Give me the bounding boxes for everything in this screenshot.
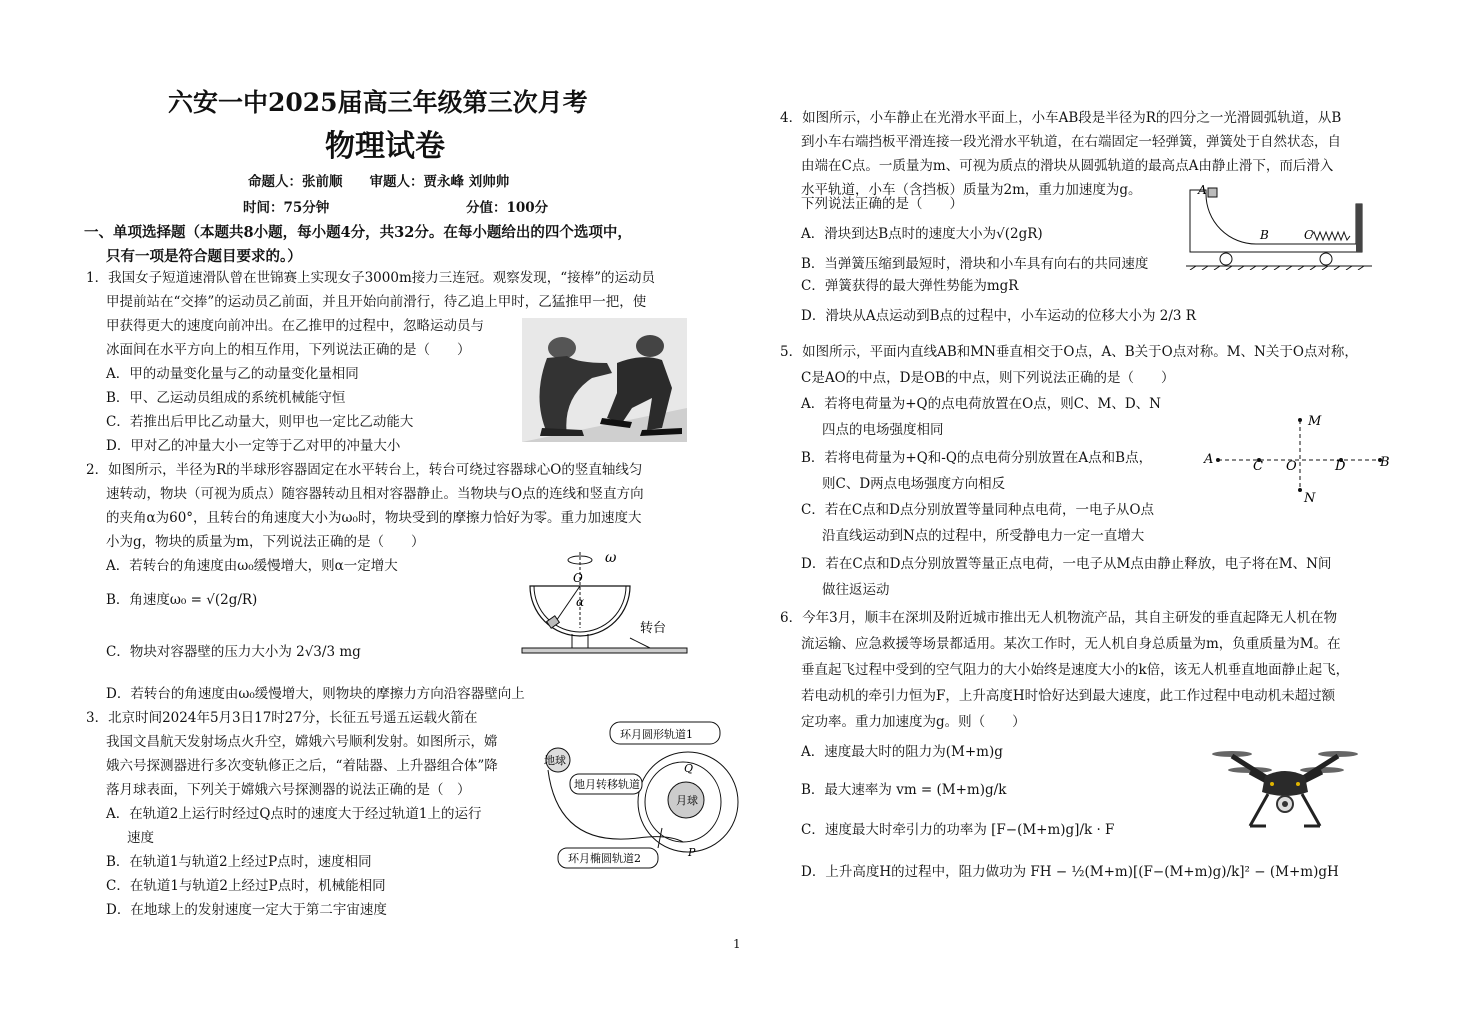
- authors-line: 命题人：张前顺 审题人：贾永峰 刘帅帅: [248, 174, 510, 190]
- time-label: 时间：75分钟: [243, 200, 330, 216]
- q5-option-d-cont: 做往返运动: [822, 582, 890, 598]
- alpha-label: α: [576, 595, 585, 609]
- q1-option-d: D．甲对乙的冲量大小一定等于乙对甲的冲量大小: [106, 438, 401, 454]
- skaters-photo: [522, 318, 687, 442]
- q5-option-a: A．若将电荷量为+Q的点电荷放置在O点，则C、M、D、N: [801, 396, 1161, 412]
- q3-line-4: 落月球表面，下列关于嫦娥六号探测器的说法正确的是（ ）: [106, 782, 471, 798]
- bowl-turntable-diagram: [520, 548, 690, 658]
- q4-option-a: A．滑块到达B点时的速度大小为√(2gR): [801, 226, 1043, 242]
- q6-line-1: 6．今年3月，顺丰在深圳及附近城市推出无人机物流产品，其自主研发的垂直起降无人机在物: [780, 610, 1338, 626]
- q-point-label: Q: [684, 762, 694, 775]
- page-subtitle: 物理试卷: [325, 129, 445, 164]
- point-b-label: B: [1380, 455, 1390, 470]
- q1-option-a: A．甲的动量变化量与乙的动量变化量相同: [106, 366, 359, 382]
- q2-option-c: C．物块对容器壁的压力大小为 2√3/3 mg: [106, 644, 361, 660]
- q3-option-b: B．在轨道1与轨道2上经过P点时，速度相同: [106, 854, 372, 870]
- moon-label: 月球: [676, 794, 698, 807]
- q3-line-2: 我国文昌航天发射场点火升空，嫦娥六号顺利发射。如图所示，嫦: [106, 734, 498, 750]
- point-d-label: D: [1335, 459, 1346, 474]
- q1-option-b: B．甲、乙运动员组成的系统机械能守恒: [106, 390, 346, 406]
- q1-option-c: C．若推出后甲比乙动量大，则甲也一定比乙动能大: [106, 414, 414, 430]
- q6-option-b: B．最大速率为 vm = (M+m)g/k: [801, 782, 1007, 798]
- q4-line-1: 4．如图所示，小车静止在光滑水平面上，小车AB段是半径为R的四分之一光滑圆弧轨道，从B: [780, 110, 1342, 126]
- q2-line-1: 2．如图所示，半径为R的半球形容器固定在水平转台上，转台可绕过容器球心O的竖直轴线匀: [86, 462, 643, 478]
- q2-line-3: 的夹角α为60°，且转台的角速度大小为ω₀时，物块受到的摩擦力恰好为零。重力加速度大: [106, 510, 642, 526]
- q2-option-a: A．若转台的角速度由ω₀缓慢增大，则α一定增大: [106, 558, 398, 574]
- q6-option-a: A．速度最大时的阻力为(M+m)g: [801, 744, 1003, 760]
- turntable-label: 转台: [640, 621, 667, 636]
- point-c-label: C: [1253, 459, 1263, 474]
- orbit1-label: 环月圆形轨道1: [620, 728, 693, 741]
- page-title: 六安一中2025届高三年级第三次月考: [168, 88, 588, 117]
- point-a-label: A: [1204, 452, 1214, 467]
- drone-photo: [1210, 740, 1360, 832]
- q6-line-5: 定功率。重力加速度为g。则（ ）: [801, 714, 1026, 730]
- q4-line-4: 水平轨道，小车（含挡板）质量为2m，重力加速度为g。: [801, 182, 1142, 198]
- q6-option-c: C．速度最大时牵引力的功率为 [F−(M+m)g]/k · F: [801, 822, 1115, 838]
- lunar-orbit-diagram: [538, 718, 748, 874]
- q2-line-2: 速转动，物块（可视为质点）随容器转动且相对容器静止。当物块与O点的连线和竖直方向: [106, 486, 644, 502]
- q6-line-3: 垂直起飞过程中受到的空气阻力的大小始终是速度大小的k倍，该无人机垂直地面静止起飞，: [801, 662, 1350, 678]
- section-heading: 一、单项选择题（本题共8小题，每小题4分，共32分。在每小题给出的四个选项中，: [84, 224, 632, 241]
- cart-spring-diagram: [1186, 182, 1372, 270]
- earth-label: 地球: [544, 754, 566, 767]
- q5-option-c: C．若在C点和D点分别放置等量同种点电荷，一电子从O点: [801, 502, 1155, 518]
- q1-line-3: 甲获得更大的速度向前冲出。在乙推甲的过程中，忽略运动员与: [106, 318, 484, 334]
- point-m-label: M: [1308, 414, 1322, 429]
- q6-line-2: 流运输、应急救援等场景都适用。某次工作时，无人机自身总质量为m，负重质量为M。在: [801, 636, 1341, 652]
- q1-line-1: 1．我国女子短道速滑队曾在世锦赛上实现女子3000m接力三连冠。观察发现，“接棒”的运动员: [86, 270, 656, 286]
- q3-option-a-cont: 速度: [127, 830, 154, 846]
- q3-option-c: C．在轨道1与轨道2上经过P点时，机械能相同: [106, 878, 386, 894]
- q4-line-5: 下列说法正确的是（ ）: [801, 196, 963, 212]
- point-b-label: B: [1260, 228, 1269, 242]
- q1-line-2: 甲提前站在“交捧”的运动员乙前面，并且开始向前滑行，待乙追上甲时，乙猛推甲一把，使: [106, 294, 647, 310]
- q2-line-4: 小为g，物块的质量为m，下列说法正确的是（ ）: [106, 534, 425, 550]
- omega-label: ω: [605, 550, 617, 566]
- q2-option-d: D．若转台的角速度由ω₀缓慢增大，则物块的摩擦力方向沿容器壁向上: [106, 686, 525, 702]
- q5-option-d: D．若在C点和D点分别放置等量正点电荷，一电子从M点由静止释放，电子将在M、N间: [801, 556, 1332, 572]
- q3-option-d: D．在地球上的发射速度一定大于第二宇宙速度: [106, 902, 387, 918]
- score-label: 分值：100分: [466, 200, 549, 216]
- q4-option-d: D．滑块从A点运动到B点的过程中，小车运动的位移大小为 2/3 R: [801, 308, 1196, 324]
- transfer-orbit-label: 地月转移轨道: [574, 778, 640, 791]
- q4-line-3: 由端在C点。一质量为m、可视为质点的滑块从圆弧轨道的最高点A由静止滑下，而后滑入: [801, 158, 1334, 174]
- center-o-label: O: [573, 571, 583, 585]
- q5-line-1: 5．如图所示，平面内直线AB和MN垂直相交于O点，A、B关于O点对称。M、N关于O点对称，: [780, 344, 1358, 360]
- q2-option-b: B．角速度ω₀ = √(2g/R): [106, 592, 258, 608]
- point-o-label: O: [1286, 459, 1297, 474]
- q1-line-4: 冰面间在水平方向上的相互作用，下列说法正确的是（ ）: [106, 342, 471, 358]
- q5-option-b: B．若将电荷量为+Q和-Q的点电荷分别放置在A点和B点，: [801, 450, 1153, 466]
- page-number: 1: [733, 937, 741, 951]
- q5-line-2: C是AO的中点，D是OB的中点，则下列说法正确的是（ ）: [801, 370, 1175, 386]
- p-point-label: P: [688, 846, 696, 859]
- q5-option-a-cont: 四点的电场强度相同: [822, 422, 944, 438]
- q4-line-2: 到小车右端挡板平滑连接一段光滑水平轨道，在右端固定一轻弹簧，弹簧处于自然状态，自: [801, 134, 1341, 150]
- q6-line-4: 若电动机的牵引力恒为F，上升高度H时恰好达到最大速度，此工作过程中电动机未超过额: [801, 688, 1336, 704]
- point-c-label: C: [1304, 228, 1314, 242]
- q6-option-d: D．上升高度H的过程中，阻力做功为 FH − ½(M+m)[(F−(M+m)g)/k]² − (M+m)gH: [801, 864, 1339, 880]
- q3-option-a: A．在轨道2上运行时经过Q点时的速度大于经过轨道1上的运行: [106, 806, 482, 822]
- q4-option-b: B．当弹簧压缩到最短时，滑块和小车具有向右的共同速度: [801, 256, 1149, 272]
- q3-line-3: 娥六号探测器进行多次变轨修正之后，“着陆器、上升器组合体”降: [106, 758, 498, 774]
- point-a-label: A: [1198, 183, 1207, 197]
- q3-line-1: 3．北京时间2024年5月3日17时27分，长征五号遥五运载火箭在: [86, 710, 478, 726]
- section-heading-cont: 只有一项是符合题目要求的。）: [106, 248, 302, 265]
- q4-option-c: C．弹簧获得的最大弹性势能为mgR: [801, 278, 1019, 294]
- charge-axes-diagram: [1200, 410, 1395, 505]
- q5-option-c-cont: 沿直线运动到N点的过程中，所受静电力一定一直增大: [822, 528, 1145, 544]
- orbit2-label: 环月椭圆轨道2: [568, 852, 641, 865]
- point-n-label: N: [1304, 491, 1316, 505]
- q5-option-b-cont: 则C、D两点电场强度方向相反: [822, 476, 1006, 492]
